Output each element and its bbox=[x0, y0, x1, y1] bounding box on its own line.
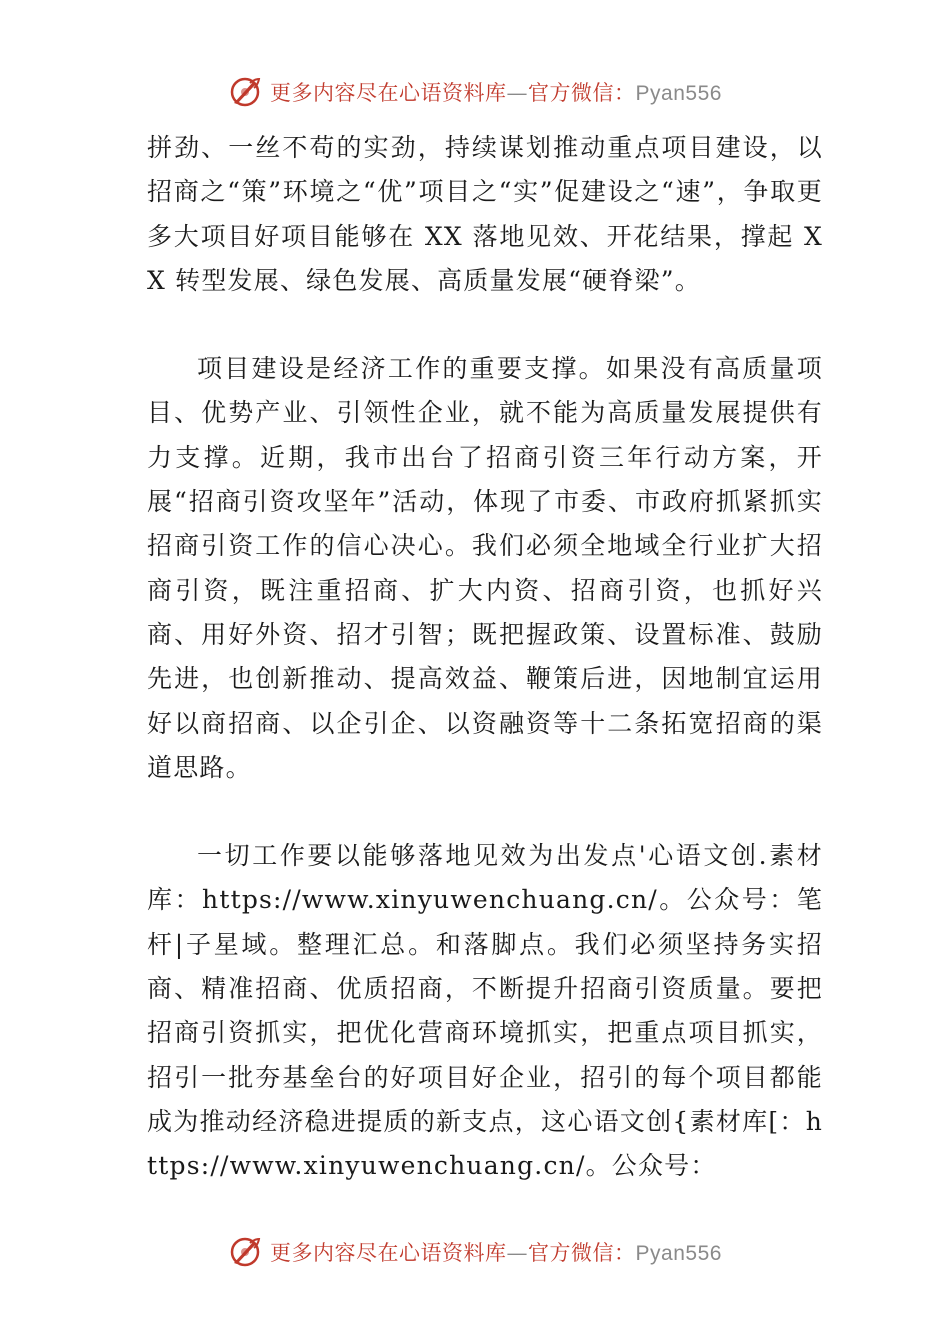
footer-banner-text bbox=[270, 1237, 722, 1267]
header-banner bbox=[0, 72, 950, 112]
quill-circle-logo-icon bbox=[228, 1235, 262, 1269]
paragraph-1: 拼劲、一丝不苟的实劲，持续谋划推动重点项目建设，以招商之“策”环境之“优”项目之“实”促建设之“速”，争取更多大项目好项目能够在 XX 落地见效、开花结果，撑起 XX 转型发展、绿色发展、高质量发展“硬脊梁”。 bbox=[147, 133, 823, 295]
header-banner-separator: — bbox=[506, 81, 529, 105]
header-banner-label: 官方微信： bbox=[528, 81, 636, 105]
footer-banner-main: 更多内容尽在心语资料库 bbox=[270, 1241, 507, 1265]
quill-circle-logo-icon bbox=[228, 75, 262, 109]
paragraph-2: 项目建设是经济工作的重要支撑。如果没有高质量项目、优势产业、引领性企业，就不能为高质量发展提供有力支撑。近期，我市出台了招商引资三年行动方案，开展“招商引资攻坚年”活动，体现了市委、市政府抓紧抓实招商引资工作的信心决心。我们必须全地域全行业扩大招商引资，既注重招商、扩大内资、招商引资，也抓好兴商、用好外资、招才引智；既把握政策、设置标准、鼓励先进，也创新推动、提高效益、鞭策后进，因地制宜运用好以商招商、以企引企、以资融资等十二条拓宽招商的渠道思路。 bbox=[147, 354, 823, 782]
footer-banner-label: 官方微信： bbox=[528, 1241, 636, 1265]
header-banner-text bbox=[270, 77, 722, 107]
header-banner-id: Pyan556 bbox=[635, 82, 722, 105]
document-body bbox=[147, 126, 823, 1189]
footer-banner bbox=[0, 1232, 950, 1272]
footer-banner-separator: — bbox=[506, 1241, 529, 1265]
footer-banner-id: Pyan556 bbox=[635, 1242, 722, 1265]
paragraph-3: 一切工作要以能够落地见效为出发点'心语文创.素材库：https://www.xinyuwenchuang.cn/。公众号：笔杆|子星域。整理汇总。和落脚点。我们必须坚持务实招商、精准招商、优质招商，不断提升招商引资质量。要把招商引资抓实，把优化营商环境抓实，把重点项目抓实，招引一批夯基垒台的好项目好企业，招引的每个项目都能成为推动经济稳进提质的新支点，这心语文创{素材库[：https://www.xinyuwenchuang.cn/。公众号： bbox=[147, 841, 823, 1181]
header-banner-main: 更多内容尽在心语资料库 bbox=[270, 81, 507, 105]
